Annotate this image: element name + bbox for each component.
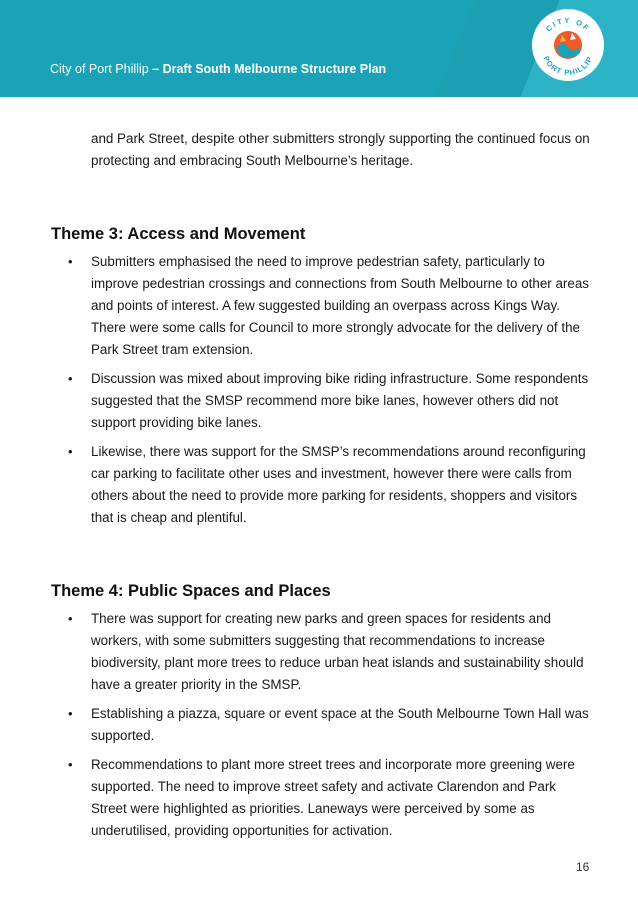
- intro-paragraph: and Park Street, despite other submitters strongly supporting the continued focus on protecting and embracing South Melbourne’s heritage.: [91, 131, 590, 168]
- theme-4-heading: Theme 4: Public Spaces and Places: [51, 582, 331, 600]
- bullet-icon: •: [68, 757, 73, 772]
- bullet-icon: •: [68, 254, 73, 269]
- city-logo: [532, 9, 604, 81]
- bullet-icon: •: [68, 706, 73, 721]
- header-title: [50, 62, 386, 76]
- list-item-text: Submitters emphasised the need to improve pedestrian safety, particularly to improve pedestrian crossings and connections from South Melbourne to other areas and points of interest. A few suggested building an overpass across Kings Way. There were some calls for Council to more strongly advocate for the delivery of the Park Street tram extension.: [91, 254, 589, 357]
- bullet-icon: •: [68, 611, 73, 626]
- theme-3-heading: Theme 3: Access and Movement: [51, 225, 306, 243]
- list-item: [0, 703, 591, 747]
- list-item-text: There was support for creating new parks and green spaces for residents and workers, with some submitters suggesting that recommendations to increase biodiversity, plant more trees to reduce urban heat islands and sustainability should have a greater priority in the SMSP.: [91, 611, 584, 692]
- list-item: [0, 608, 591, 696]
- svg-text:CITY OF: [544, 16, 592, 34]
- list-item: [0, 368, 591, 434]
- document-title: – Draft South Melbourne Structure Plan: [152, 62, 387, 76]
- bullet-icon: •: [68, 444, 73, 459]
- theme-4-list: [0, 608, 638, 849]
- page-header: [0, 0, 638, 97]
- theme-3-list: [0, 251, 638, 536]
- list-item-text: Discussion was mixed about improving bike riding infrastructure. Some respondents suggested that the SMSP recommend more bike lanes, however others did not support providing bike lanes.: [91, 371, 589, 430]
- logo-emblem-icon: [532, 9, 604, 81]
- list-item: [0, 251, 591, 361]
- list-item-text: Establishing a piazza, square or event space at the South Melbourne Town Hall was supported.: [91, 706, 589, 743]
- page-number: 16: [576, 860, 590, 874]
- list-item: [0, 754, 591, 842]
- list-item: [0, 441, 591, 529]
- logo-text-top: CITY OF: [544, 15, 593, 34]
- bullet-icon: •: [68, 371, 73, 386]
- org-name: City of Port Phillip: [50, 62, 149, 76]
- logo-text-bottom: PORT PHILLIP: [541, 54, 595, 78]
- list-item-text: Likewise, there was support for the SMSP’s recommendations around reconfiguring car parking to facilitate other uses and investment, however there were calls from others about the need to provide more parking for residents, shoppers and visitors that is cheap and plentiful.: [91, 444, 586, 525]
- list-item-text: Recommendations to plant more street trees and incorporate more greening were supported. The need to improve street safety and activate Clarendon and Park Street were highlighted as priorities. Laneways were perceived by some as underutilised, providing opportunities for activation.: [91, 757, 575, 838]
